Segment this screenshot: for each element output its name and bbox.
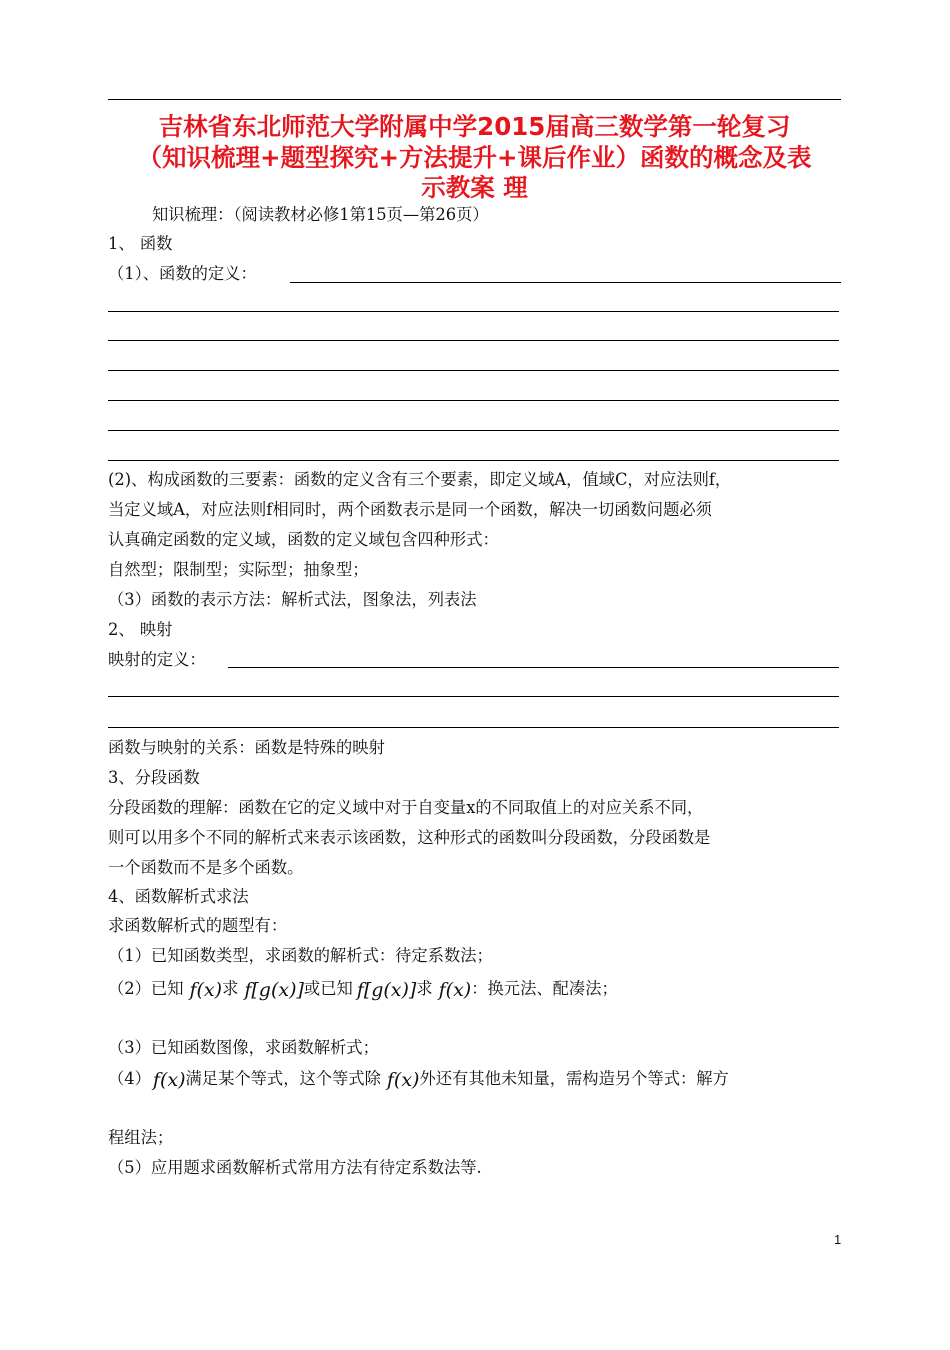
math-f-of-x: f(x) (152, 1069, 186, 1091)
three-elements-line: (2)、构成函数的三要素：函数的定义含有三个要素，即定义域A，值域C，对应法则f， (108, 470, 732, 489)
piecewise-text-line: 分段函数的理解：函数在它的定义域中对于自变量x的不同取值上的对应关系不同， (108, 798, 704, 817)
three-elements-line: 当定义域A，对应法则f相同时，两个函数表示是同一个函数，解决一切函数问题必须 (108, 500, 712, 519)
fill-blank-line[interactable] (108, 696, 839, 697)
fill-blank-line[interactable] (108, 370, 839, 371)
fill-blank-line[interactable] (290, 282, 841, 283)
function-definition-label: （1）、函数的定义： (108, 264, 257, 283)
fill-blank-line[interactable] (108, 340, 839, 341)
section-4-heading: 4、函数解析式求法 (108, 887, 249, 906)
fill-blank-line[interactable] (108, 727, 839, 728)
function-mapping-relation: 函数与映射的关系：函数是特殊的映射 (108, 738, 385, 757)
three-elements-line: 认真确定函数的定义域，函数的定义域包含四种形式： (108, 530, 499, 549)
method-item-1: （1）已知函数类型，求函数的解析式：待定系数法； (108, 946, 493, 965)
math-f-of-x: f(x) (438, 979, 472, 1001)
math-f-of-g-of-x: f[g(x)] (244, 979, 304, 1001)
fill-blank-line[interactable] (108, 430, 839, 431)
fill-blank-line[interactable] (108, 311, 839, 312)
method-item-4-continued: 程组法； (108, 1128, 174, 1147)
title-line-2: （知识梳理+题型探究+方法提升+课后作业）函数的概念及表 (137, 143, 812, 172)
section-1-heading: 1、 函数 (108, 234, 173, 253)
title-line-3: 示教案 理 (421, 173, 528, 202)
method-item-2: （2）已知 f(x)求 f[g(x)]或已知 f[g(x)]求 f(x)：换元法、配凑法； (108, 979, 618, 1001)
method-item-3: （3）已知函数图像，求函数解析式； (108, 1038, 379, 1057)
fill-blank-line[interactable] (108, 460, 839, 461)
method-item-4: （4） f(x)满足某个等式，这个等式除 f(x)外还有其他未知量，需构造另个等式：解方 (108, 1069, 729, 1091)
math-f-of-x: f(x) (386, 1069, 420, 1091)
fill-blank-line[interactable] (228, 667, 839, 668)
domain-forms: 自然型；限制型；实际型；抽象型； (108, 560, 369, 579)
piecewise-text-line: 则可以用多个不同的解析式来表示该函数，这种形式的函数叫分段函数，分段函数是 (108, 828, 711, 847)
section-4-subheading: 求函数解析式的题型有： (108, 916, 288, 935)
math-f-of-x: f(x) (189, 979, 223, 1001)
section-2-heading: 2、 映射 (108, 620, 173, 639)
section-3-heading: 3、分段函数 (108, 768, 200, 787)
page-number: 1 (834, 1232, 842, 1247)
mapping-definition-label: 映射的定义： (108, 650, 206, 669)
representation-methods: （3）函数的表示方法：解析式法，图象法，列表法 (108, 590, 477, 609)
math-f-of-g-of-x: f[g(x)] (356, 979, 417, 1001)
intro-text: 知识梳理：（阅读教材必修1第15页—第26页） (152, 205, 489, 224)
method-item-5: （5）应用题求函数解析式常用方法有待定系数法等. (108, 1158, 482, 1177)
piecewise-text-line: 一个函数而不是多个函数。 (108, 858, 304, 877)
fill-blank-line[interactable] (108, 400, 839, 401)
title-line-1: 吉林省东北师范大学附属中学2015届高三数学第一轮复习 (158, 112, 791, 141)
header-rule (108, 99, 841, 100)
